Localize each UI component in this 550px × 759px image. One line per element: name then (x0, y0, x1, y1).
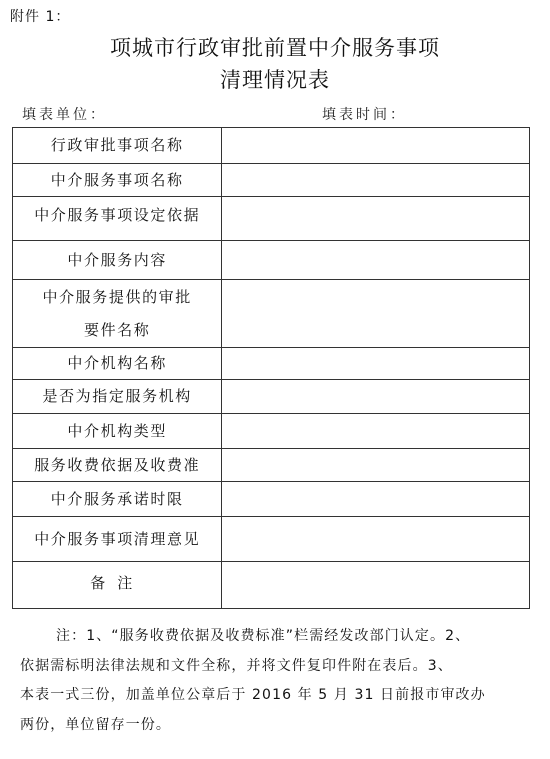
note-line-3: 本表一式三份，加盖单位公章后于 2016 年 5 月 31 日前报市审改办 (20, 687, 486, 703)
service-content-field[interactable] (222, 241, 530, 280)
service-item-basis-field[interactable] (222, 197, 530, 241)
table-row (13, 164, 530, 197)
row-label-fee-basis: 服务收费依据及收费准 (13, 449, 222, 482)
table-row (13, 517, 530, 562)
table-row (13, 562, 530, 609)
filling-unit-label: 填表单位： (22, 107, 107, 123)
note-line-2: 依据需标明法律法规和文件全称，并将文件复印件附在表后。3、 (20, 657, 453, 674)
remarks-field[interactable] (222, 562, 530, 609)
fee-basis-field[interactable] (222, 449, 530, 482)
agency-type-field[interactable] (222, 414, 530, 449)
row-label-approval-documents (13, 280, 222, 348)
table-row (13, 280, 530, 348)
row-label-service-item-basis: 中介服务事项设定依据 (13, 197, 222, 241)
table-row (13, 348, 530, 380)
approval-documents-field[interactable] (222, 280, 530, 348)
time-limit-field[interactable] (222, 482, 530, 517)
document-title-line-1: 项城市行政审批前置中介服务事项 (110, 36, 440, 60)
approval-item-name-field[interactable] (222, 128, 530, 164)
note-line-4: 两份，单位留存一份。 (20, 716, 171, 733)
row-label-approval-documents-line-1: 中介服务提供的审批 (42, 287, 192, 306)
row-label-agency-name: 中介机构名称 (13, 348, 222, 380)
row-label-designated-agency: 是否为指定服务机构 (13, 380, 222, 414)
table-row (13, 241, 530, 280)
row-label-service-item-name: 中介服务事项名称 (13, 164, 222, 197)
row-label-approval-item-name: 行政审批事项名称 (13, 128, 222, 164)
table-row (13, 197, 530, 241)
attachment-label: 附件 1： (10, 9, 71, 25)
agency-name-field[interactable] (222, 348, 530, 380)
filling-time-label: 填表时间： (322, 107, 407, 123)
row-label-remarks: 备注 (13, 562, 222, 609)
service-item-name-field[interactable] (222, 164, 530, 197)
table-row (13, 449, 530, 482)
row-label-cleanup-opinion: 中介服务事项清理意见 (13, 517, 222, 562)
service-items-form-table (12, 127, 530, 609)
designated-agency-field[interactable] (222, 380, 530, 414)
notes-section (20, 622, 530, 740)
table-row (13, 414, 530, 449)
row-label-approval-documents-line-2: 要件名称 (83, 320, 151, 339)
cleanup-opinion-field[interactable] (222, 517, 530, 562)
row-label-time-limit: 中介服务承诺时限 (13, 482, 222, 517)
document-title-line-2: 清理情况表 (220, 68, 330, 92)
row-label-service-content: 中介服务内容 (13, 241, 222, 280)
note-line-1: 注：1、“服务收费依据及收费标准”栏需经发改部门认定。2、 (56, 628, 471, 644)
row-label-agency-type: 中介机构类型 (13, 414, 222, 449)
table-row (13, 380, 530, 414)
table-row (13, 482, 530, 517)
table-row (13, 128, 530, 164)
